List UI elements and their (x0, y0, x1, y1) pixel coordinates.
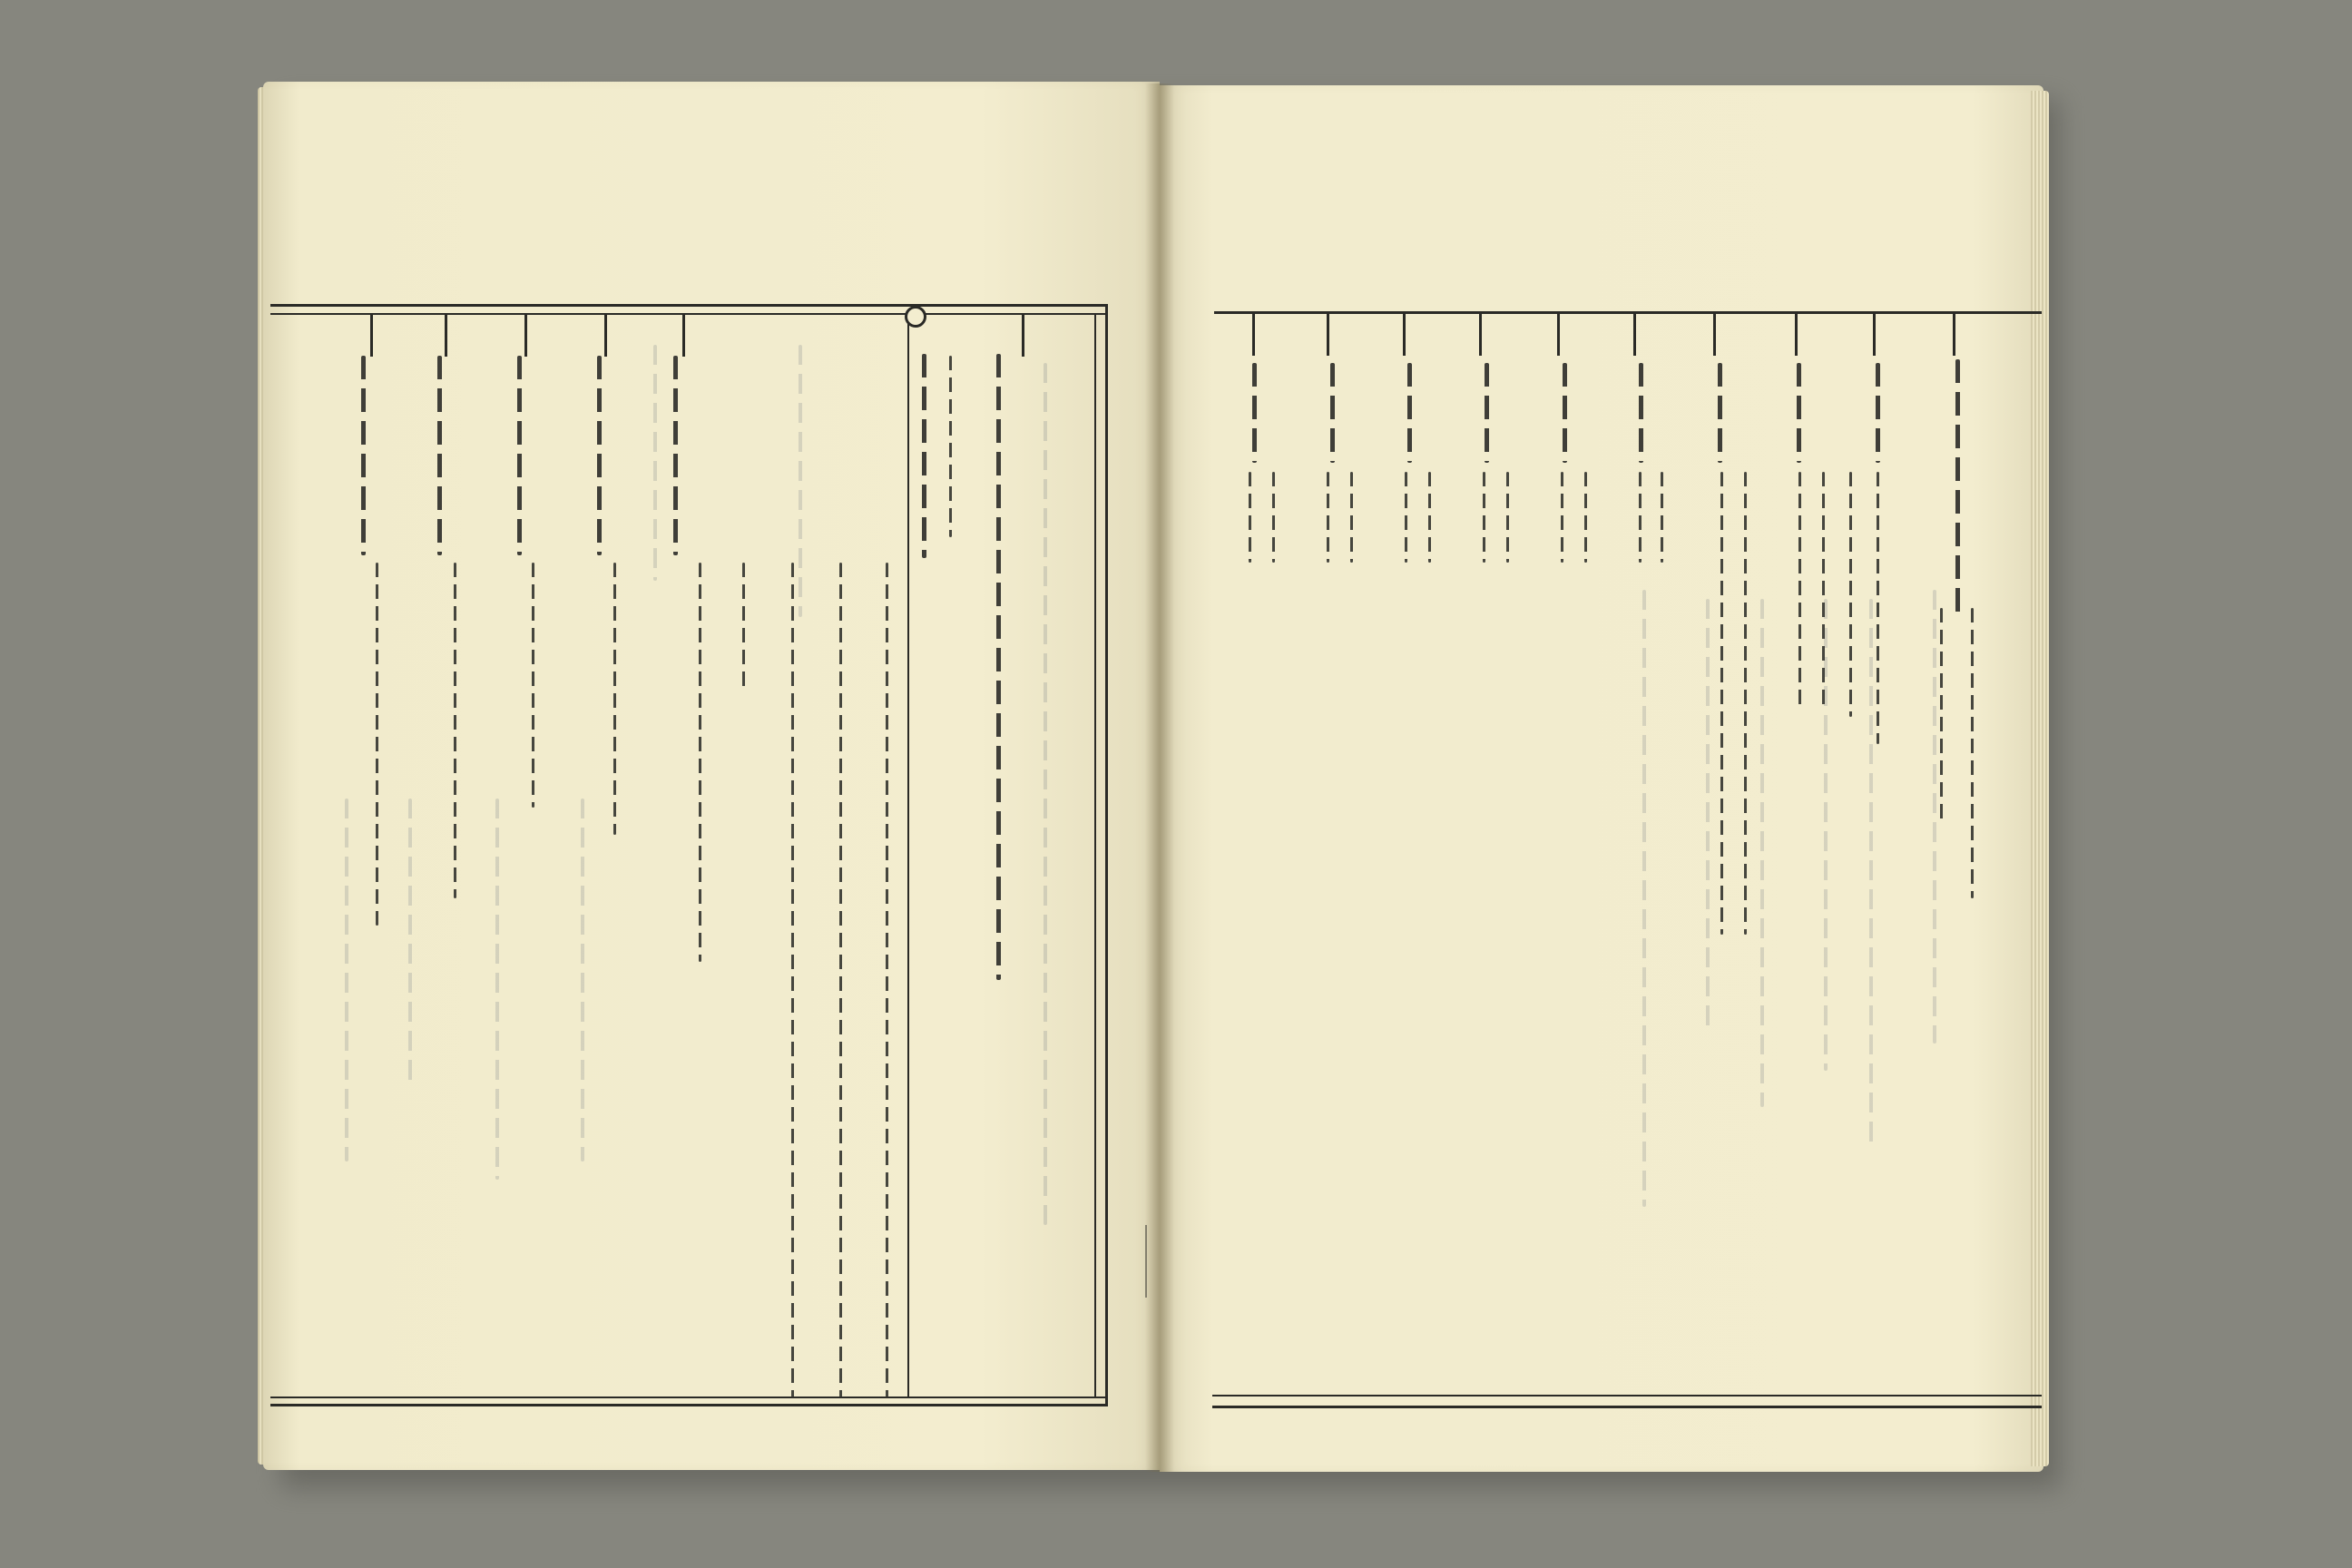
text-column (1849, 472, 1852, 717)
text-column (361, 356, 366, 555)
left-frame-right-rule-inner (1094, 315, 1096, 1396)
left-frame-top-rule (270, 304, 1107, 307)
text-column (1744, 472, 1747, 935)
bleed-through-mark (345, 799, 348, 1161)
text-column (1249, 472, 1251, 563)
lineage-tick (1633, 314, 1636, 356)
text-column (1485, 363, 1489, 463)
text-column (1428, 472, 1431, 563)
text-column (949, 356, 952, 537)
lineage-tick (370, 315, 373, 357)
text-column (742, 563, 745, 690)
right-frame-top-rule (1214, 311, 2042, 314)
lineage-tick (1873, 314, 1876, 356)
lineage-tick (1713, 314, 1716, 356)
text-column (1822, 472, 1825, 708)
left-frame-right-rule (1105, 304, 1108, 1406)
lineage-tick (445, 315, 447, 357)
text-column (1720, 472, 1723, 935)
text-column (1330, 363, 1335, 463)
lineage-tick (1479, 314, 1482, 356)
lineage-tick (1795, 314, 1798, 356)
lineage-tick (1557, 314, 1560, 356)
text-column (1563, 363, 1567, 463)
text-column (673, 356, 678, 555)
lineage-tick (1953, 314, 1955, 356)
text-column (597, 356, 602, 555)
lineage-tick (682, 315, 685, 357)
left-frame-bottom-rule-inner (270, 1396, 1107, 1398)
right-page (1160, 85, 2043, 1472)
left-page (263, 82, 1160, 1470)
text-column (922, 354, 926, 558)
text-column (1639, 363, 1643, 463)
bleed-through-mark (408, 799, 412, 1089)
book-gutter (1145, 83, 1174, 1472)
bleed-through-mark (1642, 590, 1646, 1207)
right-page-edge (2031, 91, 2049, 1466)
right-frame-bottom-rule (1212, 1395, 2042, 1396)
text-column (1971, 608, 1974, 898)
text-column (1584, 472, 1587, 563)
text-column (1350, 472, 1353, 563)
text-column (532, 563, 534, 808)
text-column (791, 563, 794, 1397)
text-column (1797, 363, 1801, 463)
bleed-through-mark (581, 799, 584, 1161)
text-column (699, 563, 701, 962)
text-column (613, 563, 616, 835)
text-column (1955, 359, 1960, 613)
lineage-tick (1327, 314, 1329, 356)
text-column (1506, 472, 1509, 563)
bleed-through-mark (799, 345, 802, 617)
text-column (1252, 363, 1257, 463)
left-frame-top-rule-inner (270, 313, 1107, 315)
text-column (1940, 608, 1943, 826)
text-column (1639, 472, 1642, 563)
lineage-tick (524, 315, 527, 357)
text-column (1405, 472, 1407, 563)
text-column (454, 563, 456, 898)
left-emperor-divider-rule (907, 315, 909, 1396)
text-column (1407, 363, 1412, 463)
bleed-through-mark (1760, 599, 1764, 1107)
left-frame-bottom-rule (270, 1404, 1107, 1406)
text-column (437, 356, 442, 555)
lineage-tick (604, 315, 607, 357)
bleed-through-mark (1044, 363, 1047, 1225)
text-column (839, 563, 842, 1397)
text-column (1661, 472, 1663, 563)
text-column (886, 563, 888, 1397)
bleed-through-mark (653, 345, 657, 581)
bleed-through-mark (1933, 590, 1936, 1044)
bleed-through-mark (1869, 599, 1873, 1143)
text-column (1327, 472, 1329, 563)
bleed-through-mark (1706, 599, 1710, 1034)
text-column (1272, 472, 1275, 563)
text-column (376, 563, 378, 926)
text-column (996, 354, 1001, 980)
lineage-tick (1403, 314, 1406, 356)
text-column (1483, 472, 1485, 563)
right-frame-bottom-rule-outer (1212, 1406, 2042, 1408)
text-column (1718, 363, 1722, 463)
genealogy-circle-mark (905, 306, 926, 328)
text-column (1798, 472, 1801, 708)
lineage-tick (1022, 315, 1024, 357)
text-column (517, 356, 522, 555)
text-column (1561, 472, 1563, 563)
text-column (1876, 363, 1880, 463)
lineage-tick (1252, 314, 1255, 356)
gutter-page-mark (1145, 1225, 1147, 1298)
text-column (1877, 472, 1879, 744)
bleed-through-mark (495, 799, 499, 1180)
